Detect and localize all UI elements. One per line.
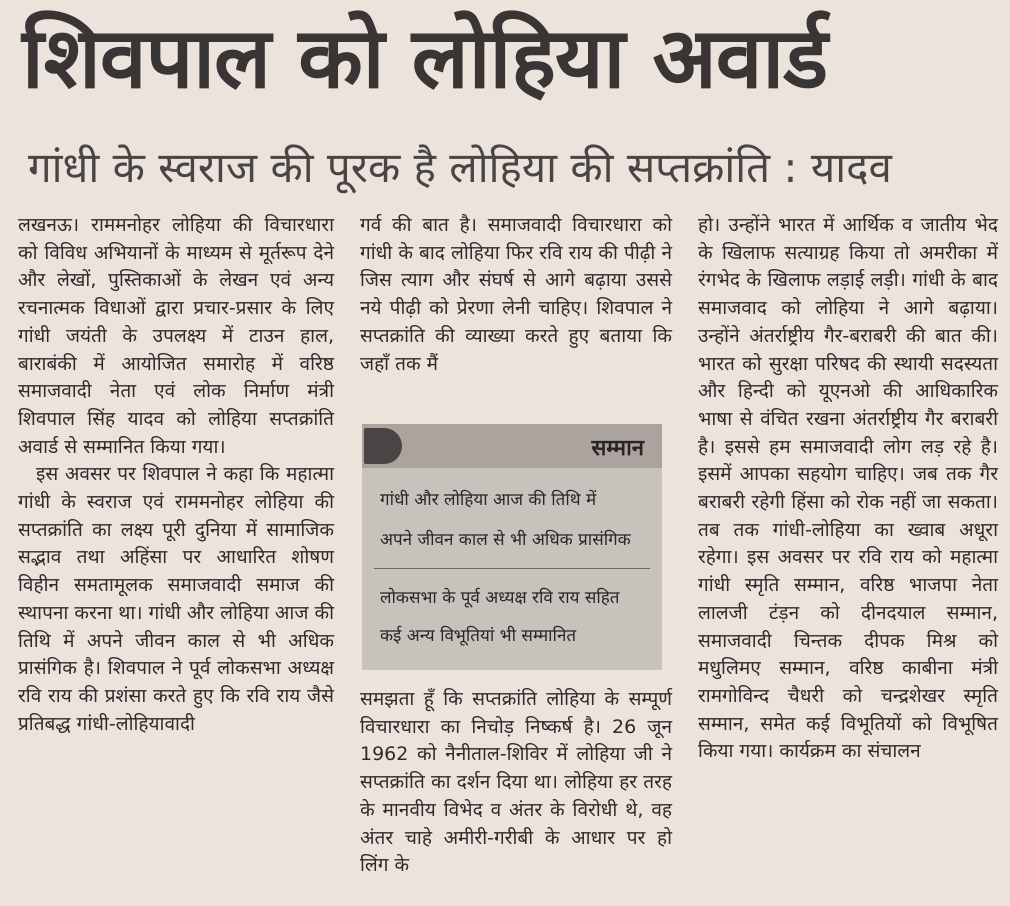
- article-column-3: [698, 212, 998, 766]
- article-column-2-top: [360, 212, 672, 378]
- section-marker-icon: [364, 428, 402, 464]
- highlight-box-title: सम्मान: [591, 436, 644, 461]
- article-paragraph: समझता हूँ कि सप्तक्रांति लोहिया के सम्पूर्ण विचारधारा का निचोड़ निष्कर्ष है। 26 जून 1962 को नैनीताल-शिविर में लोहिया जी ने सप्तक्रांति का दर्शन दिया था। लोहिया हर तरह के मानवीय विभेद व अंतर के विरोधी थे, वह अंतर चाहे अमीरी-गरीबी के आधार पर हो लिंग के: [360, 688, 672, 877]
- article-paragraph: हो। उन्होंने भारत में आर्थिक व जातीय भेद के खिलाफ सत्याग्रह किया तो अमरीका में रंगभेद के खिलाफ लड़ाई लड़ी। गांधी के बाद समाजवाद को लोहिया ने आगे बढ़ाया। उन्होंने अंतर्राष्ट्रीय गैर-बराबरी की बात की। भारत को सुरक्षा परिषद की स्थायी सदस्यता और हिन्दी को यूएनओ की आधिकारिक भाषा से वंचित रखना अंतर्राष्ट्रीय गैर बराबरी है। इससे हम समाजवादी लोग लड़ रहे है। इसमें आपका सहयोग चाहिए। जब तक गैर बराबरी रहेगी हिंसा को रोक नहीं जा सकता। तब तक गांधी-लोहिया का ख्वाब अधूरा रहेगा। इस अवसर पर रवि राय को महात्मा गांधी स्मृति सम्मान, वरिष्ठ भाजपा नेता लालजी टंड़न को दीनदयाल सम्मान, समाजवादी चिन्तक दीपक मिश्र को मधुलिमए सम्मान, वरिष्ठ काबीना मंत्री रामगोविन्द चैधरी को चन्द्रशेखर स्मृति सम्मान, समेत कई विभूतियों को विभूषित किया गया। कार्यक्रम का संचालन: [698, 214, 998, 763]
- highlight-box: [362, 424, 662, 670]
- highlight-line: कई अन्य विभूतियां भी सम्मानित: [380, 626, 577, 646]
- article-column-2-bottom: [360, 686, 672, 880]
- article-paragraph: गर्व की बात है। समाजवादी विचारधारा को गांधी के बाद लोहिया फिर रवि राय की पीढ़ी ने जिस त्याग और संघर्ष से आगे बढ़ाया उससे नये पीढ़ी को प्रेरणा लेनी चाहिए। शिवपाल ने सप्तक्रांति की व्याख्या करते हुए बताया कि जहाँ तक मैं: [360, 214, 672, 375]
- highlight-line: अपने जीवन काल से भी अधिक प्रासंगिक: [380, 530, 631, 550]
- highlight-line: गांधी और लोहिया आज की तिथि में: [380, 490, 597, 510]
- headline: शिवपाल को लोहिया अवार्ड: [22, 9, 828, 107]
- highlight-line: लोकसभा के पूर्व अध्यक्ष रवि राय सहित: [380, 588, 620, 608]
- highlight-box-header: [362, 424, 662, 468]
- subheadline: गांधी के स्वराज की पूरक है लोहिया की सप्तक्रांति : यादव: [28, 143, 892, 192]
- article-paragraph: इस अवसर पर शिवपाल ने कहा कि महात्मा गांधी के स्वराज एवं राममनोहर लोहिया की सप्तक्रांति का लक्ष्य पूरी दुनिया में सामाजिक सद्भाव तथा अहिंसा पर आधारित शोषण विहीन समतामूलक समाजवादी समाज की स्थापना करना था। गांधी और लोहिया आज की तिथि में अपने जीवन काल से भी अधिक प्रासंगिक है। शिवपाल ने पूर्व लोकसभा अध्यक्ष रवि राय की प्रशंसा करते हुए कि रवि राय जैसे प्रतिबद्ध गांधी-लोहियावादी: [18, 463, 334, 735]
- divider: [374, 568, 650, 569]
- article-paragraph: लखनऊ। राममनोहर लोहिया की विचारधारा को विविध अभियानों के माध्यम से मूर्तरूप देने और लेखों, पुस्तिकाओं के लेखन एवं अन्य रचनात्मक विधाओं द्वारा प्रचार-प्रसार के लिए गांधी जयंती के उपलक्ष्य में टाउन हाल, बाराबंकी में आयोजित समारोह में वरिष्ठ समाजवादी नेता एवं लोक निर्माण मंत्री शिवपाल सिंह यादव को लोहिया सप्तक्रांति अवार्ड से सम्मानित किया गया।: [18, 214, 334, 458]
- article-column-1: [18, 212, 334, 738]
